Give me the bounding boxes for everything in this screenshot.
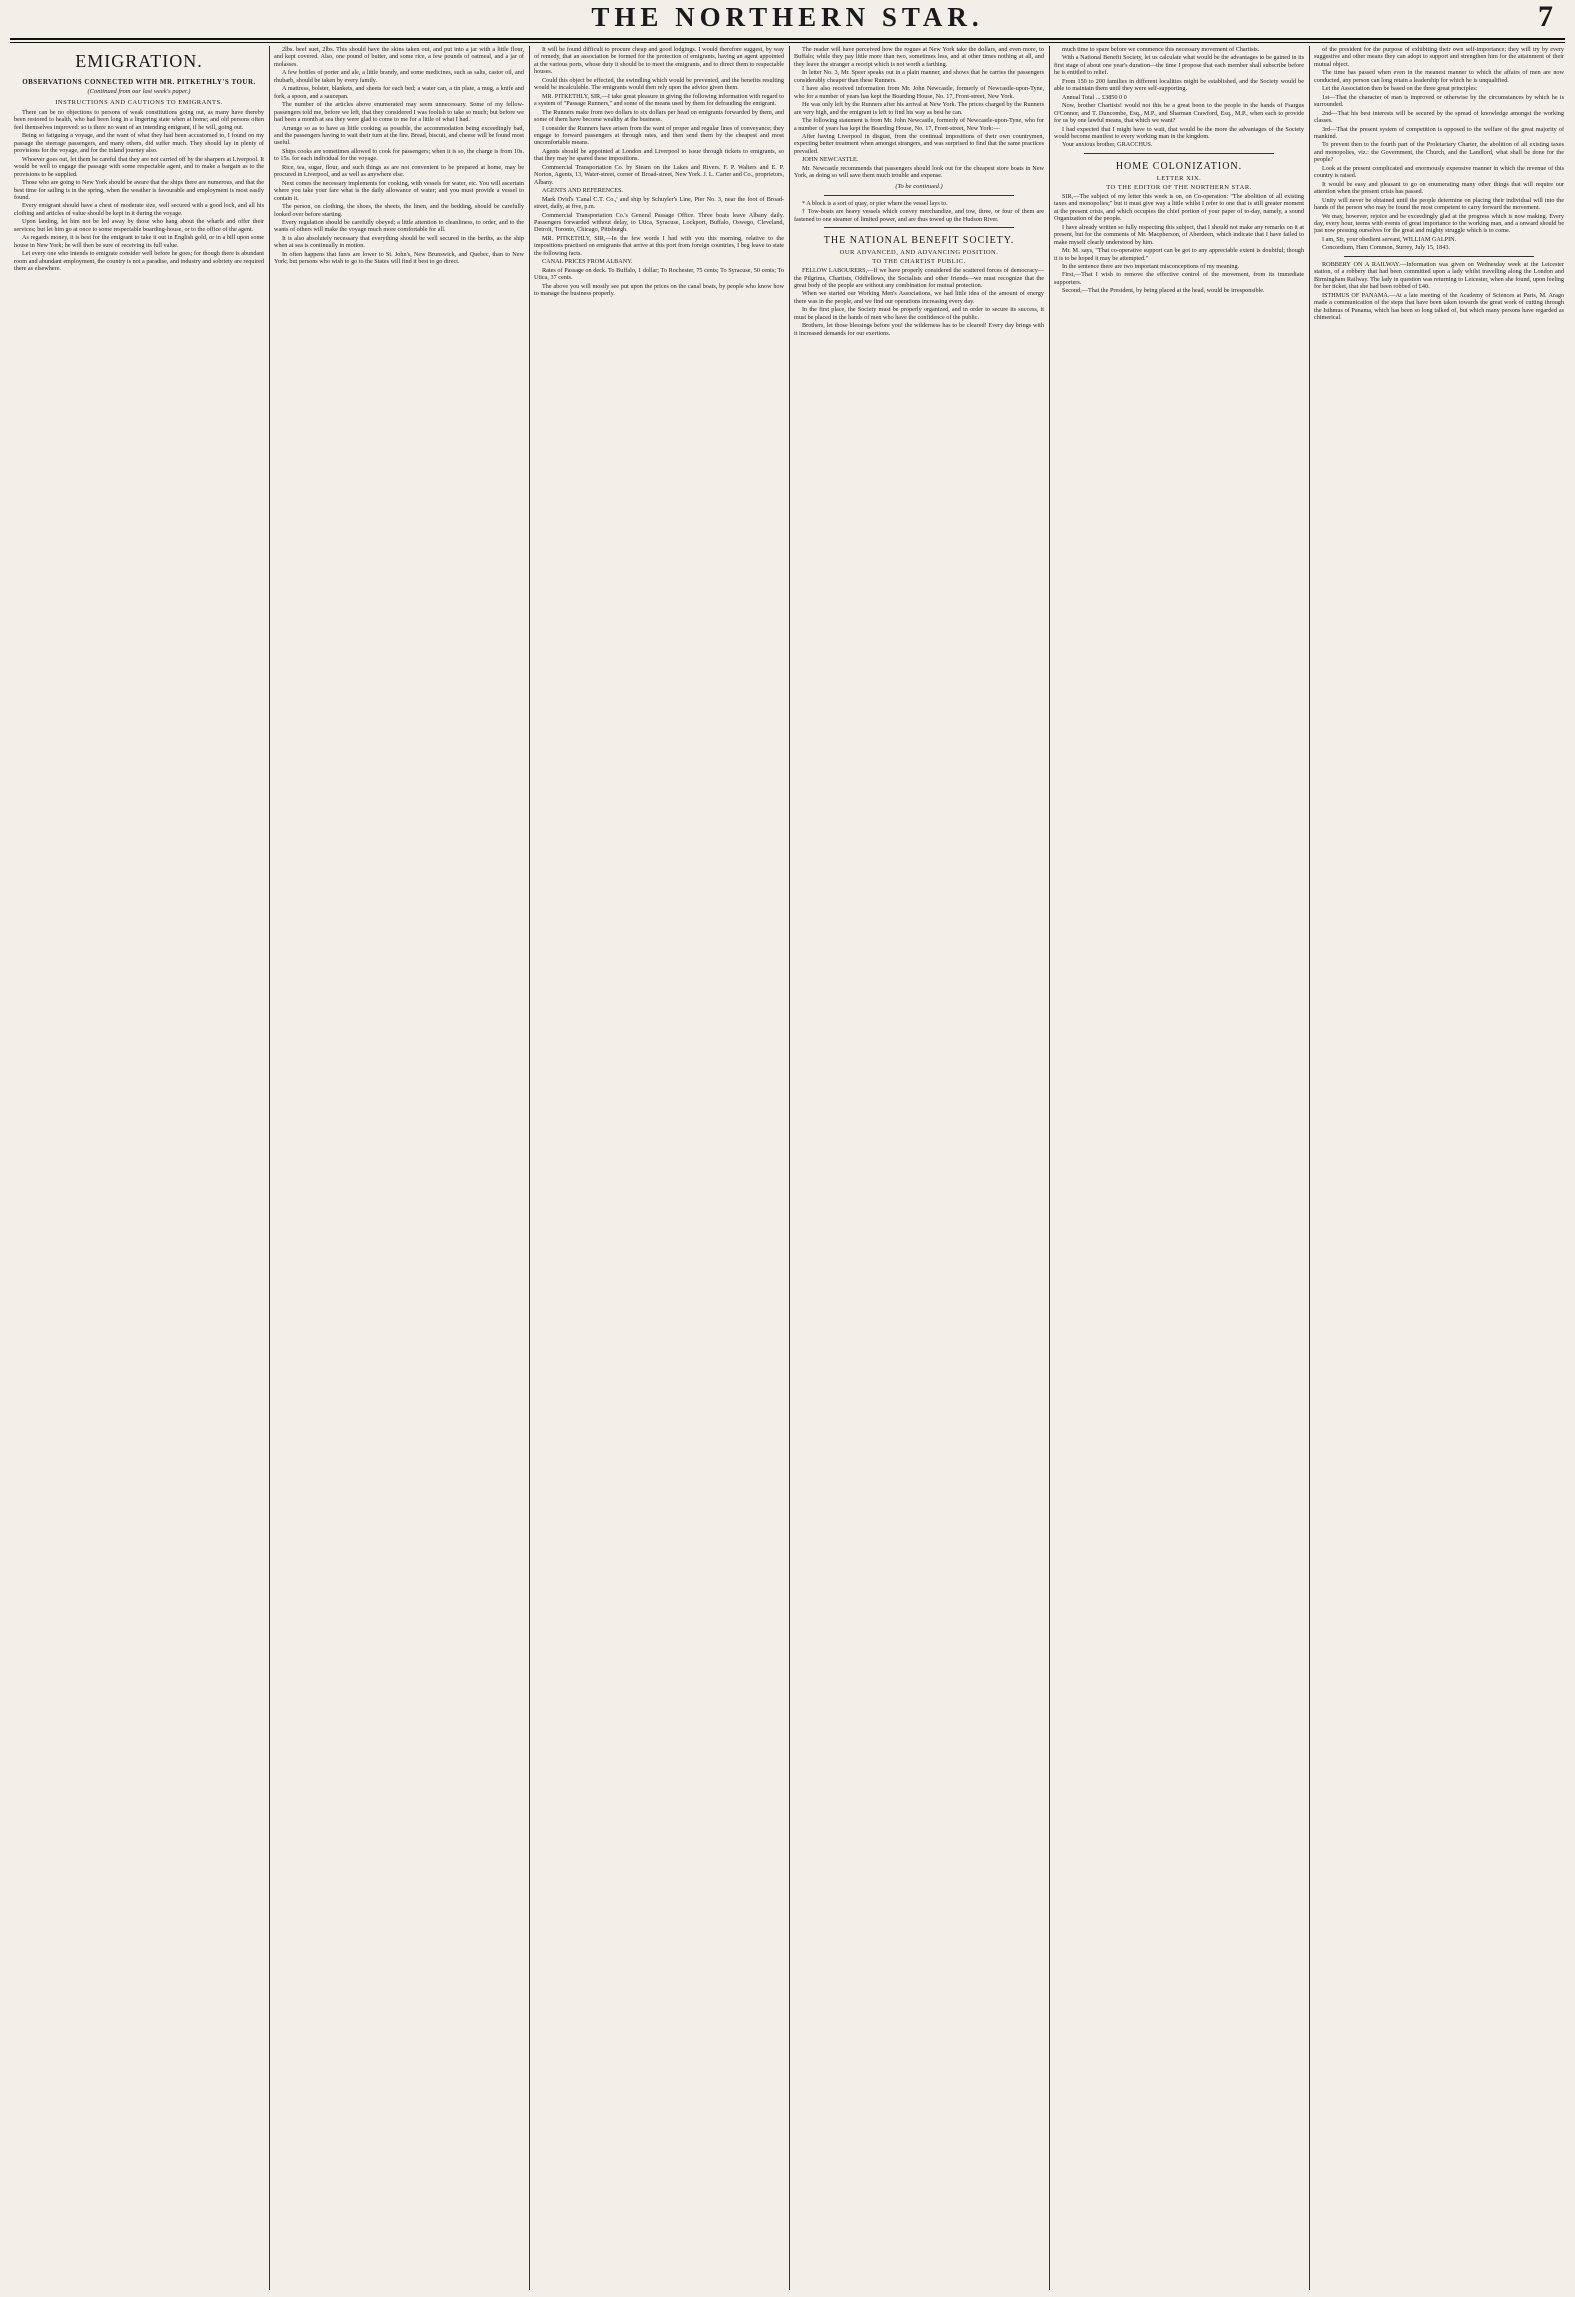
paragraph: With a National Benefit Society, let us calculate what would be the advantages to be gained in its first stage of about one year's duration—the time I propose that each member shall subscribe before he is entitled to relief. xyxy=(1054,54,1304,77)
paragraph: The time has passed when even in the meanest manner to which the affairs of men are now conducted, any person can long retain a leadership for which he is unqualified. xyxy=(1314,69,1564,84)
paragraph: I had expected that I might have to wait, that would be the more the advantages of the Society would become manifest to every working man in the kingdom. xyxy=(1054,125,1304,140)
isthmus-item xyxy=(1314,292,1564,322)
paragraph: Could this object be effected, the swindling which would be prevented, and the benefits resulting would be incalculable. The emigrants would then rely upon the advice given them. xyxy=(534,76,784,92)
paragraph: Now, brother Chartists! would not this be a great boon to the people in the hands of Fsargus O'Connor, and T. Duncombe, Esq., M.P., and Sharman Crawford, Esq., M.P., when each to provide for us by one lawful means, that which we want? xyxy=(1054,102,1304,125)
paragraph: CANAL PRICES FROM ALBANY. xyxy=(542,258,633,266)
paragraph: Rates of Passage on deck. To Buffalo, 1 dollar; To Rochester, 75 cents; To Syracuse, 50 cents; To Utica, 37 cents. xyxy=(534,266,784,282)
society-body xyxy=(794,267,1044,337)
column-6 xyxy=(1314,46,1564,2290)
paragraph: When we started our Working Men's Associations, we had little idea of the amount of energy there was in the people, and we find our operations increasing every day. xyxy=(794,290,1044,305)
paragraph: A mattress, bolster, blankets, and sheets for each bed; a water can, a tin plate, a mug, a knife and fork, a spoon, and a saucepan. xyxy=(274,85,524,100)
paragraph: The Runners make from two dollars to six dollars per head on emigrants forwarded by them, and some of them have become wealthy at the business. xyxy=(534,108,784,124)
home-colonization-body xyxy=(1054,193,1304,295)
paragraph: Mr. M. says, "That co-operative support can be got to any appreciable extent is doubtful; though it is to be hoped it may be attempted." xyxy=(1054,247,1304,262)
railway-headline: ROBBERY ON A RAILWAY. xyxy=(1322,260,1401,268)
railway-text: —Information was given on Wednesday week at the Leicester station, of a robbery that had been committed upon a lady whilst travelling along the London and Birmingham Railway. The lady in question was returning to Leicester, when she found, upon feeling for her ticket, that she had been robbed of £40. xyxy=(1314,260,1564,291)
paragraph: Arrange so as to have as little cooking as possible, the accommodation being exceedingly bad, and the passengers having to wait their turn at the fire. Bread, biscuit, and cheese will be found most useful. xyxy=(274,124,524,147)
paragraph: Commercial Transportation Co.'s General Passage Office. Three boats leave Albany daily. Passengers forwarded without delay, to Utica, Syracuse, Lockport, Buffalo, Oswego, Cleveland, Detroit, Toronto, Chicago, Pittsburgh. xyxy=(534,211,784,234)
paragraph: In the first place, the Society must be properly organized, and in order to secure its success, it must be placed in the hands of men who have the confidence of the public. xyxy=(794,306,1044,321)
paragraph: Look at the present complicated and enormously expensive manner in which the revenue of this country is raised. xyxy=(1314,164,1564,180)
paragraph: † Tow-boats are heavy vessels which convey merchandize, and tow, three, or four of them are fastened to one steamer of limited power, and are thus towed up the Hudson River. xyxy=(794,208,1044,223)
paragraph: I have already written so fully respecting this subject, that I should not make any remarks on it at present, but for the comments of Mr. Macpherson, of Aberdeen, which indicate that I have failed to make myself clearly understood by him. xyxy=(1054,223,1304,246)
emigration-subhead: OBSERVATIONS CONNECTED WITH MR. PITKETHLY'S TOUR. xyxy=(22,78,256,86)
paragraph: * A block is a sort of quay, or pier where the vessel lays to. xyxy=(802,199,948,207)
column-6-body xyxy=(1314,46,1564,252)
paragraph: From 150 to 200 families in different localities might be established, and the Society would be able to maintain them until they were self-supporting. xyxy=(1054,77,1304,93)
paragraph: It will be found difficult to procure cheap and good lodgings. I would therefore suggest, by way of remedy, that an association be formed for the protection of emigrants, having an agent appointed at the various ports, whose duty it should be to meet the emigrants, and to direct them to respectable houses. xyxy=(534,46,784,76)
paragraph: Brothers, let those blessings before you! the wilderness has to be cleared! Every day brings with it increased demands for our exertions. xyxy=(794,322,1044,337)
paragraph: MR. PITKETHLY, SIR,—In the few words I had with you this morning, relative to the impositions practised on emigrants that arrive at this port from foreign countries, I beg leave to state the following facts. xyxy=(534,234,784,257)
paragraph: Second,—That the President, by being placed at the head, would be irresponsible. xyxy=(1062,287,1265,295)
column-2 xyxy=(274,46,524,2290)
column-1-body xyxy=(14,109,264,273)
paragraph: AGENTS AND REFERENCES. xyxy=(542,187,623,195)
paragraph: The person, on clothing, the shoes, the sheets, the linen, and the bedding, should be carefully looked over before starting. xyxy=(274,203,524,218)
society-subheading: OUR ADVANCED, AND ADVANCING POSITION. xyxy=(839,249,999,257)
paragraph: 2lbs. beef suet, 2lbs. This should have the skins taken out, and put into a jar with a little flour, and kept covered. Also, one pound of butter, and some rice, a few pounds of oatmeal, and a jar of molasses. xyxy=(274,46,524,68)
paragraph: There can be no objections to persons of weak constitutions going out, as many have thereby been restored to health, who had been long in a lingering state when at home; and old persons often feel themselves improved: so is there no want of an intending emigrant, if he will, going out. xyxy=(14,109,264,131)
section-divider xyxy=(824,227,1014,228)
paragraph: I am, Sir, your obedient servant, WILLIAM GALPIN. xyxy=(1322,235,1457,243)
paragraph: Whoever goes out, let them be careful that they are not carried off by the sharpers at Liverpool. It would be well to engage the passage with some respectable agent, and to make a bargain as to the provisions to be supplied. xyxy=(14,155,264,178)
paragraph: To prevent then to the fourth part of the Proletariary Charter, the abolition of all existing taxes and monopolies, viz.: the Government, the Church, and the Landlord, what shall be done for the people? xyxy=(1314,141,1564,164)
paragraph: A few bottles of porter and ale, a little brandy, and some medicines, such as salts, castor oil, and rhubarb, should be taken by every family. xyxy=(274,69,524,84)
paragraph: Next comes the necessary implements for cooking, with vessels for water, etc. You will ascertain where you take your fare what is the daily allowance of water; and you must provide a vessel to contain it. xyxy=(274,179,524,202)
column-3-body xyxy=(534,46,784,298)
paragraph: In often happens that fares are lower to St. John's, New Brunswick, and Quebec, than to New York; but persons who wish to go to the States will find it best to go direct. xyxy=(274,250,524,266)
paragraph: Ships cooks are sometimes allowed to cook for passengers; when it is so, the charge is from 10s. to 15s. for each individual for the voyage. xyxy=(274,147,524,163)
footnotes xyxy=(794,200,1044,223)
paragraph: Mr. Newcastle recommends that passengers should look out for the cheapest store boats in New York, as doing so will save them much trouble and expense. xyxy=(794,164,1044,180)
paragraph: MR. PITKETHLY, SIR,—I take great pleasure in giving the following information with regard to a system of "Passage Runners," and some of the means used by them for defrauding the emigrant. xyxy=(534,92,784,108)
paragraph: Let the Association then be based on the three great principles: xyxy=(1322,85,1478,93)
column-4-body xyxy=(794,46,1044,180)
paragraph: I consider the Runners have arisen from the want of proper and regular lines of conveyance; they engage to forward passengers at through rates, and then send them by the cheapest and most uncomfortable means. xyxy=(534,124,784,147)
railway-item xyxy=(1314,261,1564,291)
column-divider xyxy=(1049,46,1050,2290)
column-divider xyxy=(1309,46,1310,2290)
isthmus-headline: ISTHMUS OF PANAMA. xyxy=(1322,291,1390,299)
paragraph: 3rd—That the present system of competition is opposed to the welfare of the great majority of mankind. xyxy=(1314,125,1564,140)
paragraph: Upon landing, let him not be led away by those who hang about the wharfs and offer their services; but let him go at once to some respectable boarding-house, or to the office of the agent. xyxy=(14,218,264,233)
paragraph: In the sentence there are two important misconceptions of my meaning. xyxy=(1062,262,1240,270)
continued-note: (Continued from our last week's paper.) xyxy=(87,88,191,95)
society-address: TO THE CHARTIST PUBLIC. xyxy=(872,258,966,266)
paragraph: Mark Ovid's 'Canal C.T. Co.,' and ship by Schuyler's Line, Pier No. 3, near the foot of Broad-street, daily, at five, p.m. xyxy=(534,195,784,211)
paragraph: Those who are going to New York should be aware that the ships there are numerous, and that the best time for sailing is in the spring, when the weather is favourable and employment is most easily found. xyxy=(14,179,264,201)
paragraph: He was only left by the Runners after his arrival at New York. The prices charged by the Runners are very high, and the emigrant is left to find his way as best he can. xyxy=(794,101,1044,116)
paragraph: First,—That I wish to remove the effective control of the movement, from its immediate supporters. xyxy=(1054,271,1304,286)
letter-address: TO THE EDITOR OF THE NORTHERN STAR. xyxy=(1106,183,1252,191)
column-3 xyxy=(534,46,784,2290)
column-divider xyxy=(789,46,790,2290)
paragraph: The following statement is from Mr. John Newcastle, formerly of Newcastle-upon-Tyne, who for a number of years has kept the Boarding House, No. 17, Front-street, New York:— xyxy=(794,117,1044,132)
paragraph: The reader will have perceived how the rogues at New York take the dollars, and even more, to Buffalo; while they pay little more than two, sometimes less, and at other times nothing at all, and they leave the stranger a receipt which is not worth a farthing. xyxy=(794,46,1044,68)
paragraph: 2nd—That his best interests will be secured by the spread of knowledge amongst the working classes. xyxy=(1314,109,1564,125)
paragraph: Let every one who intends to emigrate consider well before he goes; for though there is abundant room and abundant employment, the country is not a paradise, and industry and sobriety are required there as elsewhere. xyxy=(14,250,264,273)
newspaper-title: THE NORTHERN STAR. xyxy=(591,2,984,32)
isthmus-text: —At a late meeting of the Academy of Sciences at Paris, M. Arago made a communication of the steps that have been taken towards the great work of cutting through the Isthmus of Panama, which has been so long talked of, but which many persons have regarded as chimerical. xyxy=(1314,291,1564,321)
emigration-heading: EMIGRATION. xyxy=(75,51,203,71)
paragraph: Being so fatiguing a voyage, and the want of what they had been accustomed to, I found on my passage the steerage passengers, and many others, did suffer much. They should lay in plenty of provisions for the voyage, and for the inland journey also. xyxy=(14,132,264,155)
paragraph: It would be easy and pleasant to go on enumerating many other things that will require our attention when the present crisis has passed. xyxy=(1314,180,1564,196)
column-divider xyxy=(269,46,270,2290)
letter-number: LETTER XIX. xyxy=(1156,174,1202,182)
paragraph: SIR,—The subject of my letter this week is on, on Co-operation: "The abolition of all existing taxes and monopolies;" but it must give way a little whilst I refer to one that is still greater moment at the present crisis, and which occupies the chief portion of your paper of to-day, namely, a sound Organization of the people. xyxy=(1054,192,1304,223)
paragraph: Every regulation should be carefully obeyed; a little attention to cleanliness, to order, and to the wants of others will make the voyage much more comfortable for all. xyxy=(274,218,524,234)
paragraph: JOHN NEWCASTLE. xyxy=(802,156,859,164)
paragraph: In letter No. 3, Mr. Speer speaks out in a plain manner, and shows that he carries the passengers considerably cheaper than these Runners. xyxy=(794,69,1044,84)
paragraph: of the president for the purpose of exhibiting their own self-importance; they will try by every suggestive and other means they can adopt to support and strengthen him for the attainment of their mutual object. xyxy=(1314,46,1564,68)
paragraph: Annual Total ... £3850 0 0 xyxy=(1062,93,1127,101)
masthead-rule-thin xyxy=(10,42,1565,43)
paragraph: 1st—That the character of man is improved or otherwise by the circumstances by which he is surrounded. xyxy=(1314,93,1564,109)
paragraph: It is also absolutely necessary that everything should be well secured in the berths, as the ship when at sea is continually in motion. xyxy=(274,234,524,250)
column-5-body xyxy=(1054,46,1304,149)
society-heading: THE NATIONAL BENEFIT SOCIETY. xyxy=(823,235,1015,247)
column-divider xyxy=(529,46,530,2290)
paragraph: Your anxious brother, GRACCHUS. xyxy=(1062,141,1153,149)
paragraph: After having Liverpool in disgust, from the continual impositions of their own countrymen, expecting better treatment when amongst strangers, and was surprised to find that the same practices prevailed. xyxy=(794,132,1044,155)
column-5 xyxy=(1054,46,1304,2290)
paragraph: Concordium, Ham Common, Surrey, July 15, 1843. xyxy=(1322,244,1450,252)
section-divider xyxy=(1084,153,1274,154)
section-divider xyxy=(824,195,1014,196)
section-divider xyxy=(1344,256,1534,257)
home-colonization-heading: HOME COLONIZATION. xyxy=(1115,160,1243,172)
newspaper-page xyxy=(10,0,1565,2297)
paragraph: The above you will mostly see put upon the prices on the canal boats, by people who know how to manage the business properly. xyxy=(534,282,784,298)
column-1 xyxy=(14,46,264,2290)
paragraph: Unity will never be obtained until the people determine on placing their individual will into the hands of the person who may be found the most competent to carry forward the movement. xyxy=(1314,196,1564,212)
page-number: 7 xyxy=(1538,0,1553,33)
paragraph: Agents should be appointed at London and Liverpool to issue through tickets to emigrants, so that they may be spared these impositions. xyxy=(534,147,784,163)
paragraph: FELLOW LABOURERS,—If we have properly considered the scattered forces of democracy—the Pilgrims, Chartists, Oddfellows, the Socialists and other friends—we must recognize that the great body of the people are without any combination for mutual protection. xyxy=(794,267,1044,289)
paragraph: The number of the articles above enumerated may seem unnecessary. Some of my fellow-passengers told me, before we left, that they considered I was foolish to take so much; but before we had been a month at sea they were glad to come to me for a little of what I had. xyxy=(274,101,524,124)
masthead-rule xyxy=(10,38,1565,40)
paragraph: Rice, tea, sugar, flour, and such things as are not convenient to be prepared at home, may be procured in Liverpool, and as well as anywhere else. xyxy=(274,163,524,179)
instructions-heading: INSTRUCTIONS AND CAUTIONS TO EMIGRANTS. xyxy=(55,99,223,106)
masthead xyxy=(10,0,1565,40)
paragraph: much time to spare before we commence this necessary movement of Chartists. xyxy=(1062,46,1260,53)
paragraph: Commercial Transportation Co. by Steam on the Lakes and Rivers. F. P. Walters and E. P. Norton, Agents, 13, Water-street, corner of Broad-street, New York. J. L. Carter and Co., proprietors, Albany. xyxy=(534,163,784,186)
column-2-body xyxy=(274,46,524,266)
paragraph: I have also received information from Mr. John Newcastle, formerly of Newcastle-upon-Tyne, who for a number of years has kept the Boarding House, No. 17, Front-street, New York. xyxy=(794,85,1044,100)
paragraph: We may, however, rejoice and be exceedingly glad at the progress which is now making. Every day, every hour, teems with events of great importance to the working man, and a onward should be just now pressing ourselves for the great and mighty struggle which is to come. xyxy=(1314,212,1564,235)
paragraph: As regards money, it is best for the emigrant to take it out in English gold, or in a bill upon some house in New York; he will then be sure of receiving its full value. xyxy=(14,234,264,249)
paragraph: Every emigrant should have a chest of moderate size, well secured with a good lock, and all his clothing and articles of value should be kept in it during the voyage. xyxy=(14,202,264,217)
to-be-continued: (To be continued.) xyxy=(895,182,943,190)
column-4 xyxy=(794,46,1044,2290)
